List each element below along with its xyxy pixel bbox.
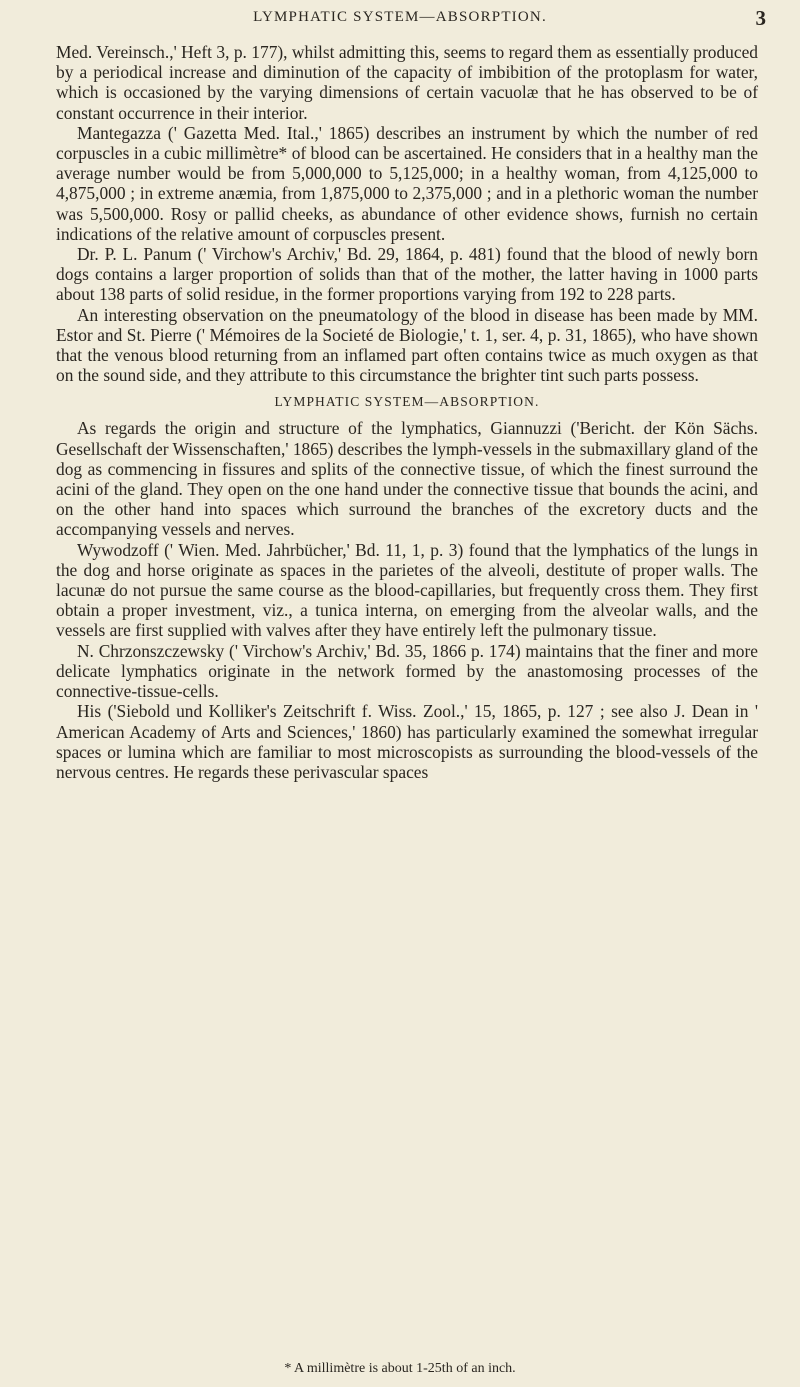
running-head-title: LYMPHATIC SYSTEM—ABSORPTION. xyxy=(253,9,547,25)
page-number: 3 xyxy=(755,6,766,30)
paragraph-vacuolae: Med. Vereinsch.,' Heft 3, p. 177), whilst admitting this, seems to regard them as essentially produced by a periodical increase and diminution of the capacity of imbibition of the protoplasm for water, which is occasioned by the varying dimensions of certain vacuolæ that he has observed to be of constant occurrence in their interior. xyxy=(56,42,758,123)
running-head xyxy=(0,6,800,31)
body-text xyxy=(56,42,758,782)
section-heading: LYMPHATIC SYSTEM—ABSORPTION. xyxy=(274,394,540,410)
paragraph-estor: An interesting observation on the pneumatology of the blood in disease has been made by MM. Estor and St. Pierre (' Mémoires de la Societé de Biologie,' t. 1, ser. 4, p. 31, 1865), who have shown that the venous blood returning from an inflamed part often contains twice as much oxygen as that on the sound side, and they attribute to this circumstance the brighter tint such parts possess. xyxy=(56,304,758,386)
paragraph-chrzonszczewsky: N. Chrzonszczewsky (' Virchow's Archiv,' Bd. 35, 1866 p. 174) maintains that the finer and more delicate lymphatics originate in the network formed by the anastomosing processes of the connective-tissue-cells. xyxy=(56,640,758,702)
footnote: * A millimètre is about 1-25th of an inch. xyxy=(284,1361,516,1376)
paragraph-wywodzoff: Wywodzoff (' Wien. Med. Jahrbücher,' Bd. 11, 1, p. 3) found that the lymphatics of the lungs in the dog and horse originate as spaces in the parietes of the alveoli, destitute of proper walls. The lacunæ do not pursue the same course as the blood-capillaries, but frequently cross them. They first obtain a proper investment, viz., a tunica interna, on emerging from the alveolar walls, and the vessels are first supplied with valves after they have entirely left the pulmonary tissue. xyxy=(56,539,758,641)
paragraph-mantegazza: Mantegazza (' Gazetta Med. Ital.,' 1865) describes an instrument by which the number of red corpuscles in a cubic millimètre* of blood can be ascertained. He considers that in a healthy man the average number would be from 5,000,000 to 5,125,000; in a healthy woman, from 4,125,000 to 4,875,000 ; in extreme anæmia, from 1,875,000 to 2,375,000 ; and in a plethoric woman the number was 5,500,000. Rosy or pallid cheeks, as abundance of other evidence shows, furnish no certain indications of the relative amount of corpuscles present. xyxy=(56,122,758,244)
paragraph-giannuzzi: As regards the origin and structure of the lymphatics, Giannuzzi ('Bericht. der Kön Sächs. Gesellschaft der Wissenschaften,' 1865) describes the lymph-vessels in the submaxillary gland of the dog as commencing in fissures and splits of the connective tissue, of which the finest surround the acini of the gland. They open on the one hand under the connective tissue that bounds the acini, and on the other hand into spaces which surround the branches of the excretory ducts and the accompanying vessels and nerves. xyxy=(56,418,758,540)
paragraph-panum: Dr. P. L. Panum (' Virchow's Archiv,' Bd. 29, 1864, p. 481) found that the blood of newly born dogs contains a larger proportion of solids than that of the mother, the latter having in 1000 parts about 138 parts of solid residue, in the former proportions varying from 192 to 228 parts. xyxy=(56,244,758,305)
paragraph-his: His ('Siebold und Kolliker's Zeitschrift f. Wiss. Zool.,' 15, 1865, p. 127 ; see also J. Dean in ' American Academy of Arts and Sciences,' 1860) has particularly examined the somewhat irregular spaces or lumina which are familiar to most microscopists as surrounding the blood-vessels of the nervous centres. He regards these perivascular spaces xyxy=(56,701,758,782)
